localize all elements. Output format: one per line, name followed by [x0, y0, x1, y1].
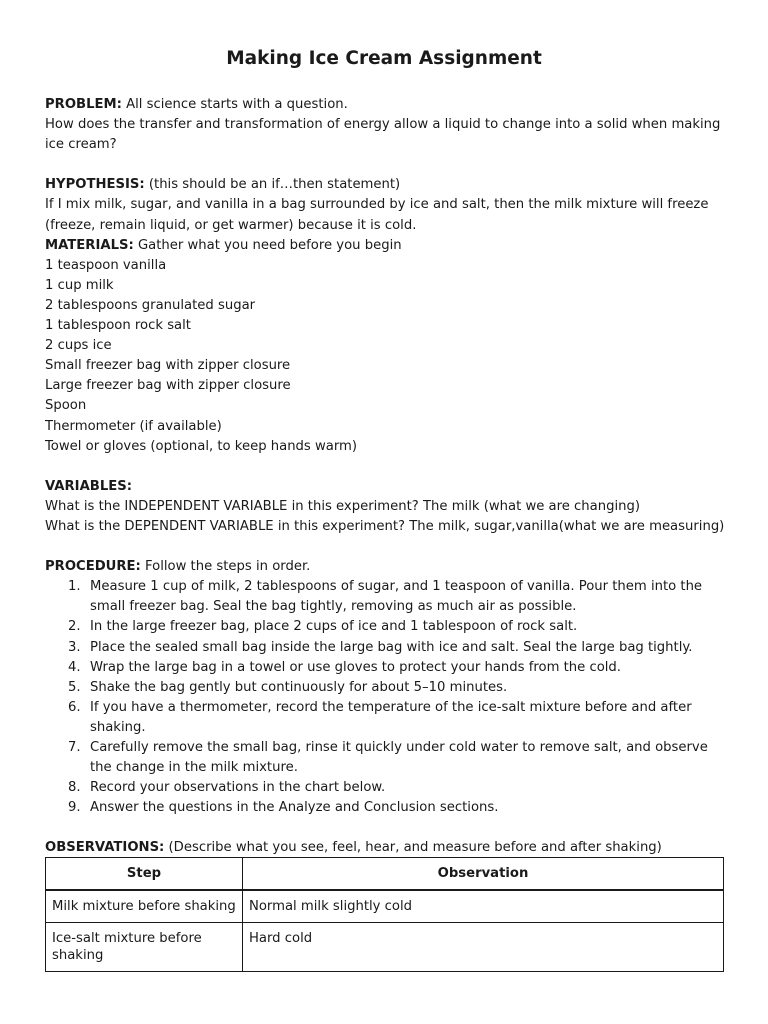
table-cell-step: Milk mixture before shaking	[46, 890, 243, 923]
hypothesis-label: HYPOTHESIS:	[45, 177, 145, 193]
step-number: 6.	[68, 699, 81, 715]
observations-table	[45, 857, 724, 972]
step-text: Place the sealed small bag inside the large bag with ice and salt. Seal the large bag tightly.	[90, 639, 693, 655]
procedure-step	[45, 778, 725, 798]
table-cell-observation[interactable]: Normal milk slightly cold	[243, 890, 724, 923]
material-item: 2 tablespoons granulated sugar	[45, 297, 256, 313]
procedure-step	[45, 617, 725, 637]
step-text: shaking.	[90, 719, 146, 735]
procedure-step	[45, 638, 725, 658]
procedure-line	[45, 557, 725, 577]
step-text: If you have a thermometer, record the temperature of the ice-salt mixture before and after	[90, 699, 692, 715]
material-item: 1 cup milk	[45, 277, 114, 293]
step-text: Carefully remove the small bag, rinse it quickly under cold water to remove salt, and observe	[90, 740, 708, 755]
table-header-observation: Observation	[243, 858, 724, 891]
problem-label: PROBLEM:	[45, 97, 122, 112]
materials-line	[45, 236, 725, 256]
table-cell-step: Ice-salt mixture before shaking	[46, 923, 243, 972]
table-row	[46, 923, 724, 972]
table-cell-observation[interactable]: Hard cold	[243, 923, 724, 972]
procedure-step	[45, 577, 725, 617]
step-number: 8.	[68, 780, 81, 796]
step-text: Answer the questions in the Analyze and Conclusion sections.	[90, 800, 499, 816]
material-item: Thermometer (if available)	[45, 418, 222, 434]
step-number: 5.	[68, 679, 81, 695]
variables-label: VARIABLES:	[45, 478, 133, 494]
material-item: 1 tablespoon rock salt	[45, 318, 191, 334]
problem-intro: All science starts with a question.	[121, 97, 348, 112]
problem-question: How does the transfer and transformation of energy allow a liquid to change into a solid when making ice cream?	[45, 117, 721, 153]
table-row	[46, 890, 724, 923]
procedure-step	[45, 798, 725, 818]
step-text: Shake the bag gently but continuously for about 5–10 minutes.	[90, 679, 508, 695]
step-text: In the large freezer bag, place 2 cups of ice and 1 tablespoon of rock salt.	[90, 619, 578, 635]
procedure-label: PROCEDURE:	[45, 559, 141, 575]
materials-intro: Gather what you need before you begin	[133, 237, 402, 253]
procedure-step	[45, 738, 725, 778]
material-item: 1 teaspoon vanilla	[45, 257, 167, 273]
independent-variable: What is the INDEPENDENT VARIABLE in this experiment? The milk (what we are changing)	[45, 498, 641, 514]
step-number: 4.	[68, 659, 81, 675]
step-text: Record your observations in the chart below.	[90, 780, 386, 796]
procedure-step	[45, 658, 725, 678]
document-body	[45, 95, 725, 859]
procedure-step	[45, 698, 725, 738]
observations-line	[45, 838, 725, 858]
dependent-variable: What is the DEPENDENT VARIABLE in this experiment? The milk, sugar,vanilla(what we are measuring)	[45, 518, 725, 534]
procedure-steps	[45, 577, 725, 818]
table-header-step: Step	[46, 858, 243, 891]
step-number: 1.	[68, 579, 81, 595]
material-item: 2 cups ice	[45, 338, 112, 354]
hypothesis-line	[45, 175, 725, 195]
page-title: Making Ice Cream Assignment	[226, 48, 542, 69]
step-number: 7.	[68, 740, 81, 755]
step-text: Wrap the large bag in a towel or use gloves to protect your hands from the cold.	[90, 659, 621, 675]
procedure-intro: Follow the steps in order.	[140, 559, 311, 575]
problem-line	[45, 95, 725, 115]
hypothesis-note: (this should be an if…then statement)	[144, 177, 401, 193]
step-text: small freezer bag. Seal the bag tightly, removing as much air as possible.	[90, 599, 577, 615]
material-item: Large freezer bag with zipper closure	[45, 378, 291, 394]
step-text: Measure 1 cup of milk, 2 tablespoons of sugar, and 1 teaspoon of vanilla. Pour them into the	[90, 579, 703, 595]
step-number: 3.	[68, 639, 81, 655]
observations-label: OBSERVATIONS:	[45, 840, 165, 856]
material-item: Towel or gloves (optional, to keep hands warm)	[45, 438, 358, 454]
step-text: the change in the milk mixture.	[90, 760, 298, 776]
step-number: 2.	[68, 619, 81, 635]
table-header-row	[46, 858, 724, 891]
procedure-step	[45, 678, 725, 698]
hypothesis-text: If I mix milk, sugar, and vanilla in a bag surrounded by ice and salt, then the milk mixture will freeze (freeze, remain liquid, or get warmer) because it is cold.	[45, 197, 709, 233]
material-item: Spoon	[45, 398, 87, 414]
material-item: Small freezer bag with zipper closure	[45, 358, 291, 374]
materials-label: MATERIALS:	[45, 237, 134, 253]
observations-intro: (Describe what you see, feel, hear, and measure before and after shaking)	[164, 840, 662, 856]
step-number: 9.	[68, 800, 81, 816]
